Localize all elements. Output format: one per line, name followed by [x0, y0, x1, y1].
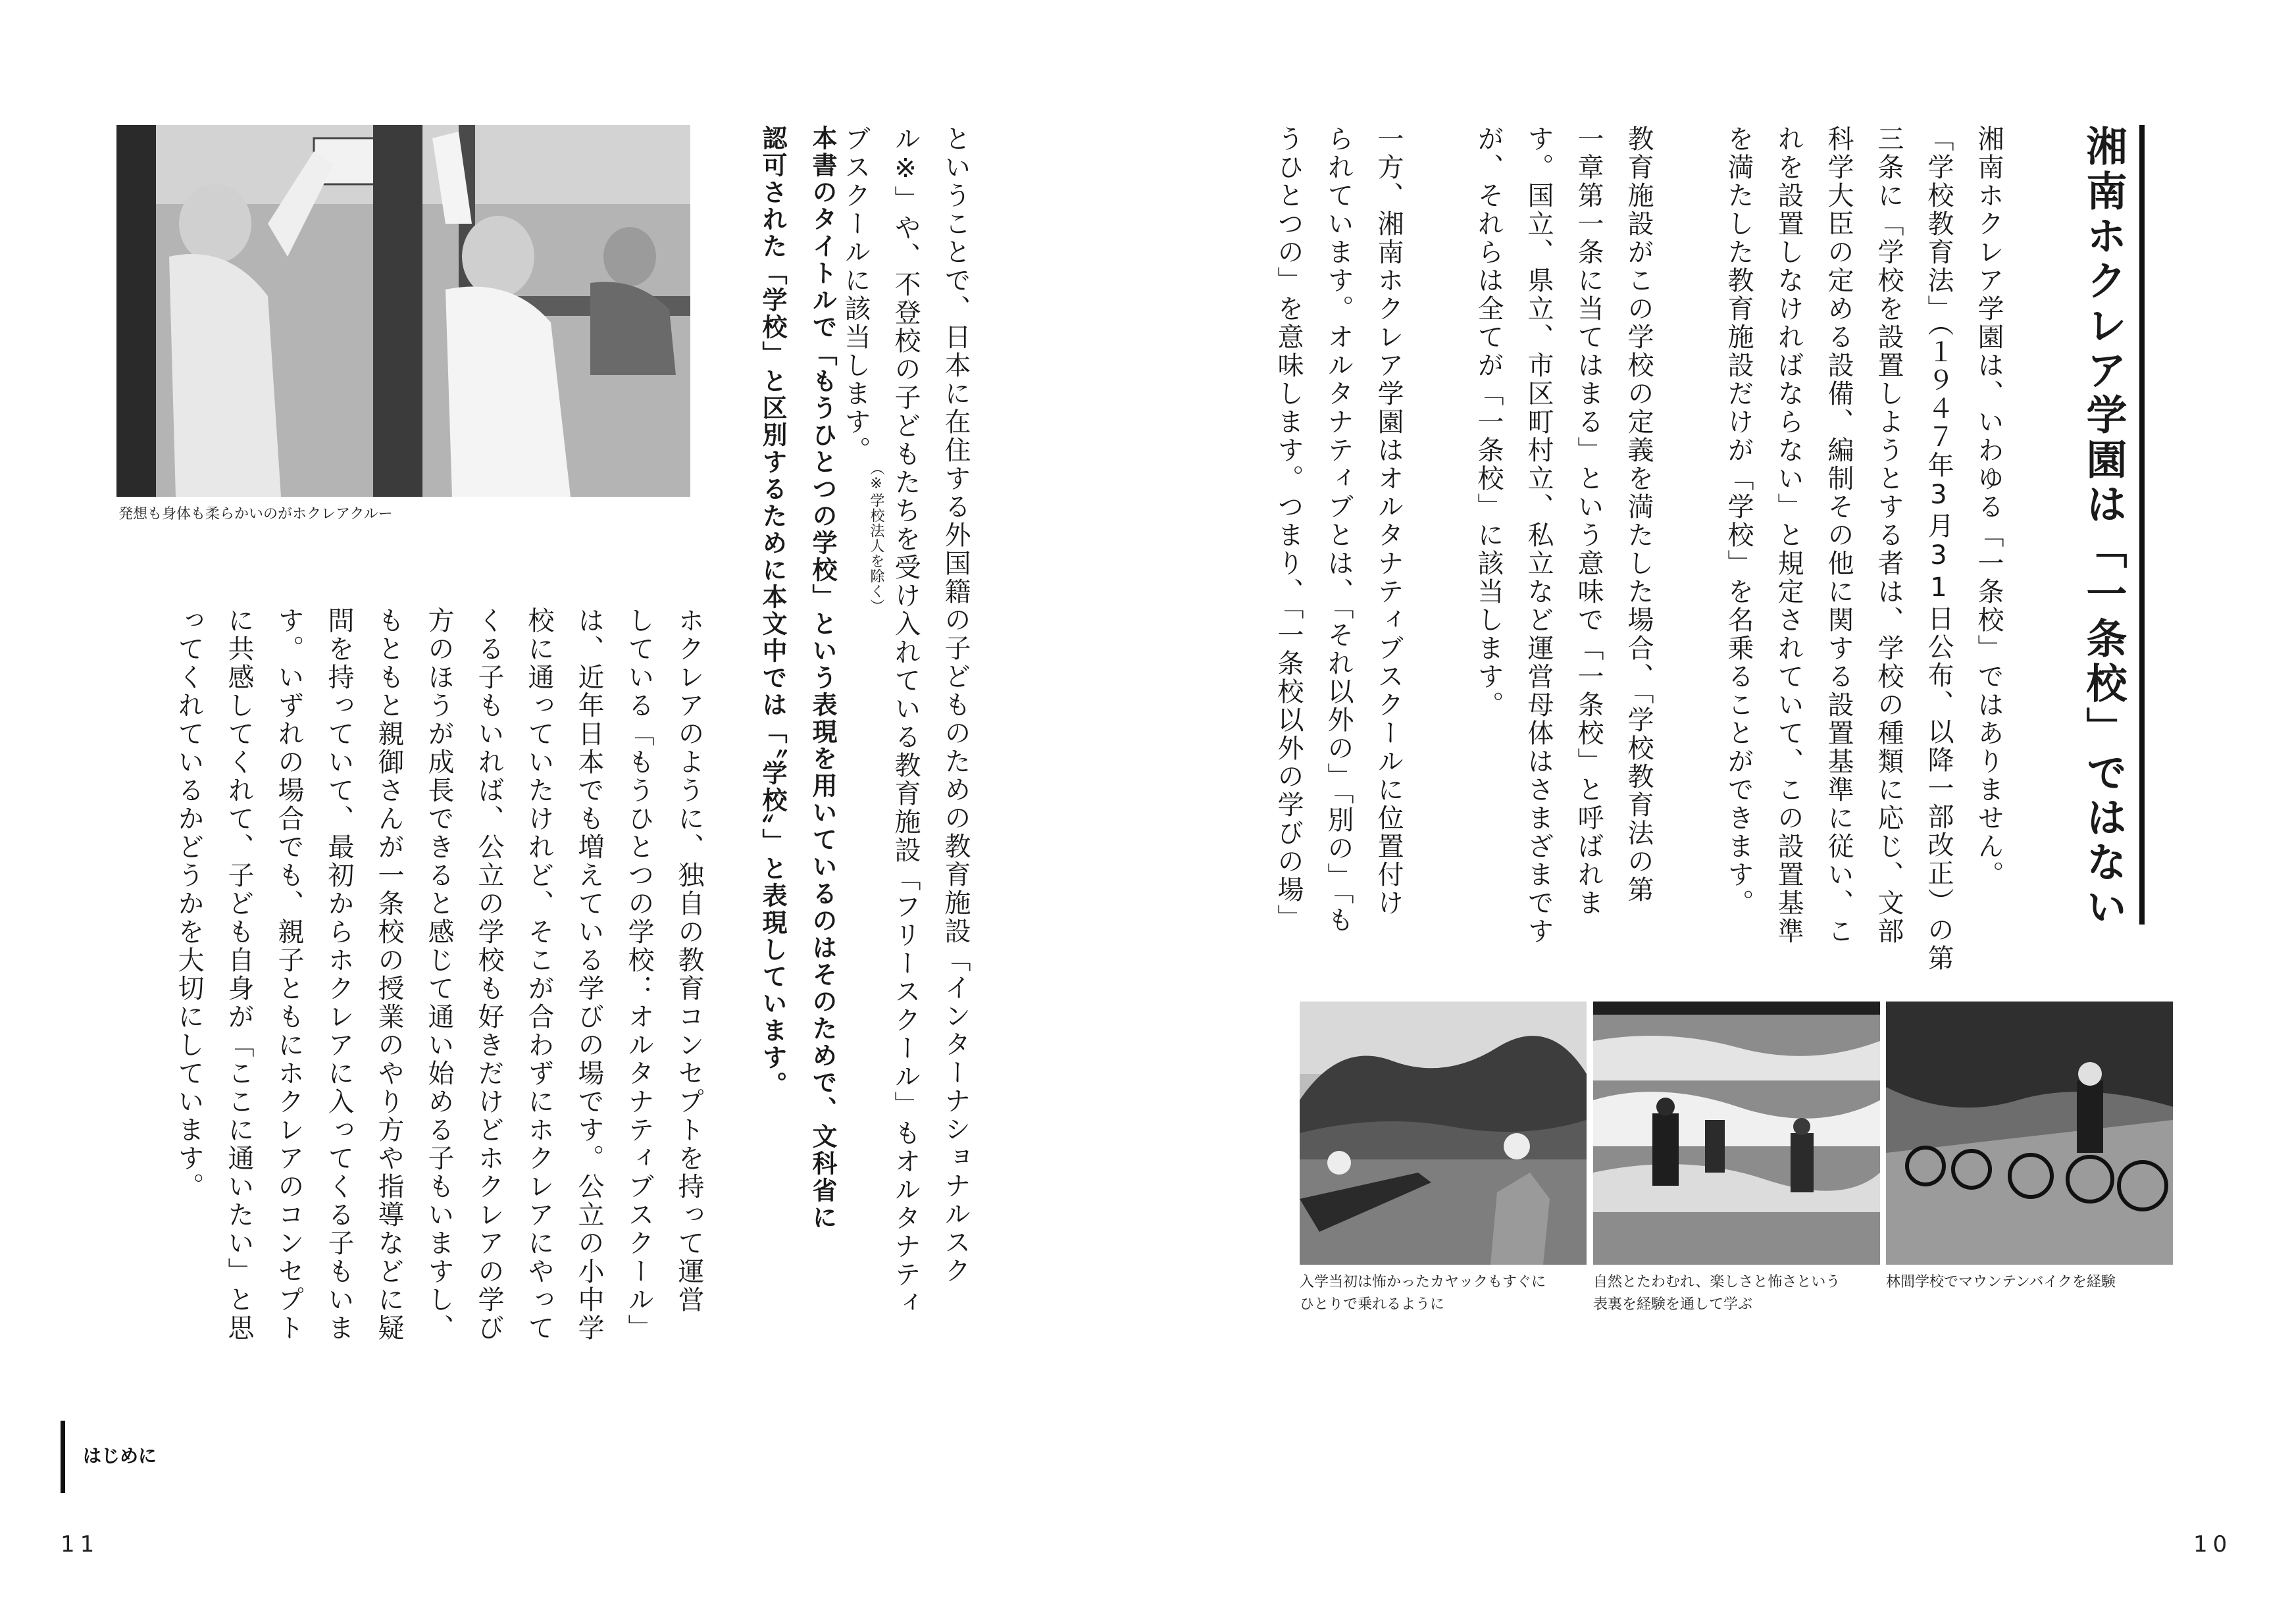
- text-column: られています。オルタナティブとは、「それ以外の」「別の」「も: [1323, 125, 1354, 934]
- text-column: [1664, 125, 1714, 961]
- photo-caption-sea: 自然とたわむれ、楽しさと怖さという 表裏を経験を通して学ぶ: [1593, 1274, 1841, 1313]
- photo-caption-bike: 林間学校でマウンテンバイクを経験: [1886, 1274, 2116, 1290]
- text-column: 湘南ホクレア学園は、いわゆる「一条校」ではありません。: [1974, 125, 2004, 889]
- page-number-left: 11: [61, 1531, 100, 1558]
- section-label: はじめに: [83, 1445, 157, 1467]
- text-column: うひとつの」を意味します。つまり、「一条校以外の学びの場」: [1273, 125, 1304, 932]
- large-photo-caption: 発想も身体も柔らかいのがホクレアクルー: [118, 506, 393, 522]
- text-column: 一章第一条に当てはまる」という意味で「一条校」と呼ばれま: [1573, 125, 1604, 917]
- sea-waves-photo: [1593, 1002, 1880, 1265]
- text-column: している「もうひとつの学校：オルタナティブスクール」: [624, 607, 654, 1342]
- left-lower-text: [161, 607, 714, 1342]
- text-column: もともと親御さんが一条校の授業のやり方や指導などに疑: [374, 607, 404, 1342]
- text-column: 校に通っていたけれど、そこが合わずにホクレアにやって: [524, 607, 554, 1342]
- text-column: ホクレアのように、独自の教育コンセプトを持って運営: [674, 607, 704, 1314]
- text-column: ってくれているかどうかを大切にしています。: [174, 607, 204, 1201]
- photo-caption-kayak: 入学当初は怖かったカヤックもすぐに ひとりで乗れるように: [1300, 1274, 1546, 1313]
- text-column: [1413, 125, 1464, 961]
- left-bold-text: [742, 125, 848, 1303]
- text-column: 教育施設がこの学校の定義を満たした場合、「学校教育法の第: [1623, 125, 1654, 904]
- text-column: れを設置しなければならない」と規定されていて、この設置基準: [1773, 125, 1804, 946]
- text-column: は、近年日本でも増えている学びの場です。公立の小中学: [574, 607, 604, 1342]
- heading-rule: [2139, 125, 2145, 925]
- text-column: 科学大臣の定める設備、編制その他に関する設置基準に従い、こ: [1823, 125, 1854, 946]
- mountain-bike-photo: [1886, 1002, 2173, 1265]
- text-column: 「学校教育法」（１９４７年3月31日公布、以降一部改正）の第: [1923, 125, 1954, 973]
- text-column: に共感してくれて、子ども自身が「ここに通いたい」と思: [224, 607, 254, 1342]
- children-stretching-photo: [116, 125, 690, 497]
- text-column: 認可された「学校」と区別するために本文中では「〝学校〟」と表現しています。: [758, 125, 787, 1098]
- text-column: ということで、日本に在住する外国籍の子どものための教育施設「インターナショナルスク: [940, 125, 971, 1285]
- text-column: を満たした教育施設だけが「学校」を名乗ることができます。: [1723, 125, 1754, 917]
- section-marker: [61, 1421, 65, 1493]
- page-number-right: 10: [2193, 1531, 2233, 1558]
- text-column: ブスクールに該当します。: [840, 125, 871, 465]
- text-column: す。国立、県立、市区町村立、私立など運営母体はさまざまです: [1523, 125, 1554, 946]
- text-column: 方のほうが成長できると感じて通い始める子もいますし、: [424, 607, 454, 1342]
- text-column: 三条に「学校を設置しようとする者は、学校の種類に応じ、文部: [1873, 125, 1904, 946]
- page-heading: 湘南ホクレア学園は「一条校」ではない: [2079, 125, 2127, 930]
- text-column: くる子もいれば、公立の学校も好きだけどホクレアの学び: [474, 607, 504, 1342]
- kayak-lake-photo: [1300, 1002, 1587, 1265]
- text-column: 本書のタイトルで「もうひとつの学校」という表現を用いているのはそのためで、文科省に: [808, 125, 837, 1231]
- text-column: 一方、湘南ホクレア学園はオルタナティブスクールに位置付け: [1373, 125, 1404, 917]
- text-column: す。いずれの場合でも、親子ともにホクレアのコンセプト: [274, 607, 304, 1342]
- text-column: ル※」や、不登校の子どもたちを受け入れている教育施設「フリースクール」もオルタナティ: [890, 125, 921, 1317]
- right-body-text: [1273, 125, 2014, 973]
- text-column: が、それらは全てが「一条校」に該当します。: [1473, 125, 1504, 719]
- footnote: （※学校法人を除く）: [868, 461, 884, 614]
- text-column: 問を持っていて、最初からホクレアに入ってくる子もいま: [324, 607, 354, 1342]
